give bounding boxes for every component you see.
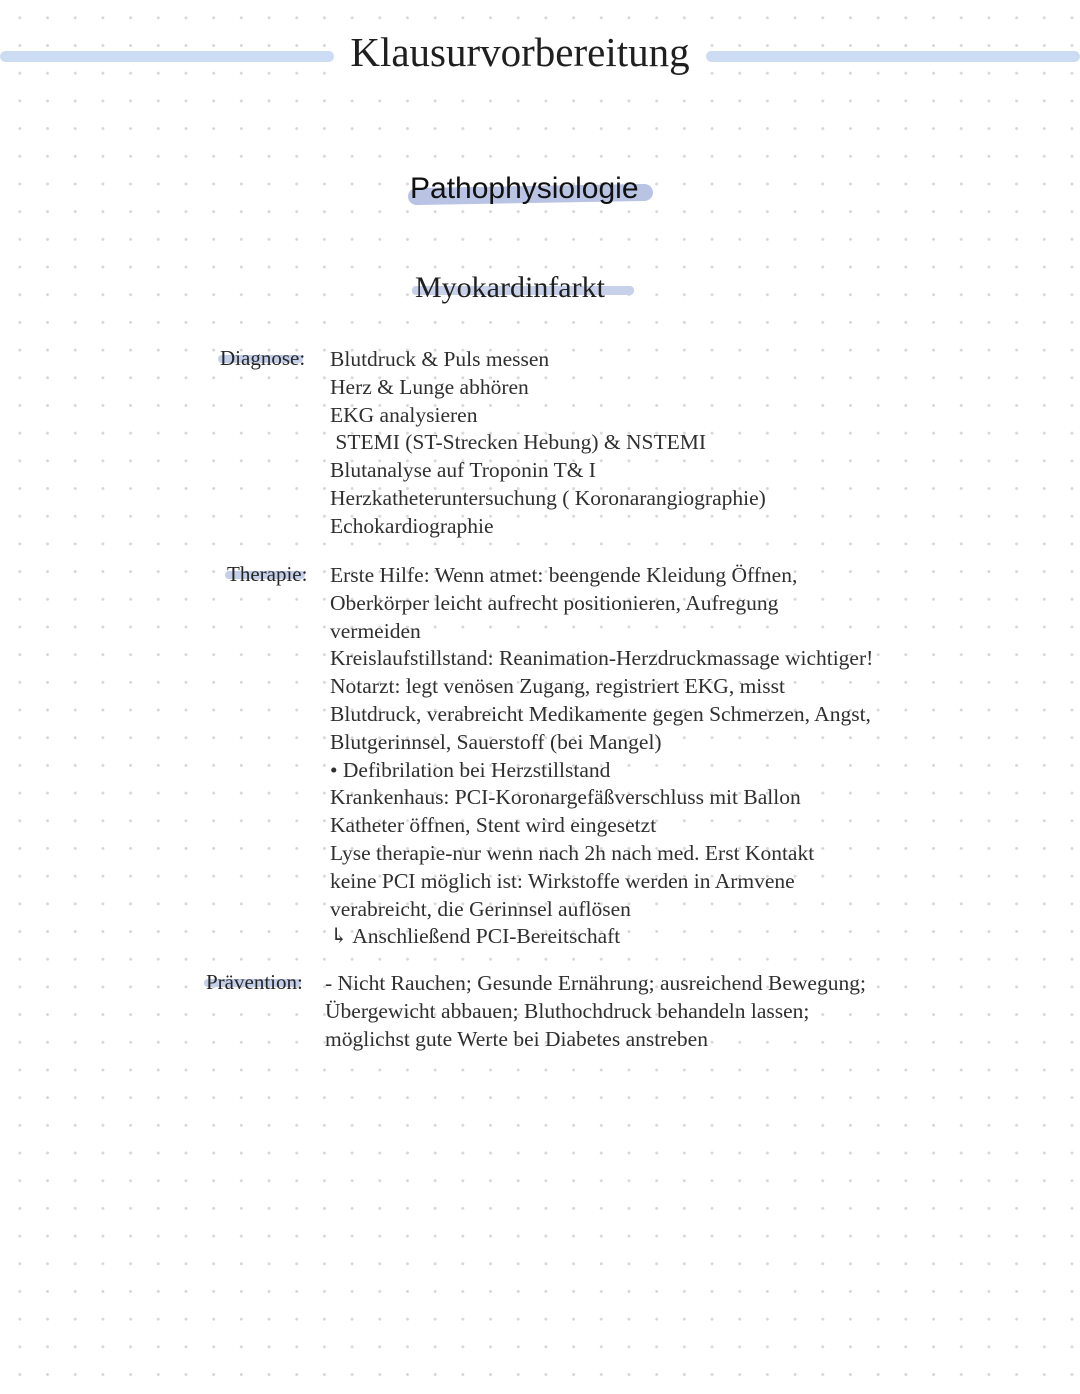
page-title: Klausurvorbereitung — [334, 22, 706, 82]
diagnose-line: Echokardiographie — [330, 513, 494, 538]
therapie-line: Blutgerinnsel, Sauerstoff (bei Mangel) — [330, 729, 662, 754]
therapie-lines — [330, 562, 873, 951]
praevention-line: Übergewicht abbauen; Bluthochdruck behandeln lassen; — [325, 998, 810, 1023]
therapie-line: vermeiden — [330, 618, 421, 643]
diagnose-line: Blutanalyse auf Troponin T& I — [330, 458, 596, 483]
diagnose-line: STEMI (ST-Strecken Hebung) & NSTEMI — [330, 430, 707, 455]
therapie-line: keine PCI möglich ist: Wirkstoffe werden in Armvene — [330, 868, 795, 893]
diagnose-line: Herzkatheteruntersuchung ( Koronarangiographie) — [330, 485, 766, 510]
topic-heading — [412, 268, 637, 310]
therapie-line: Blutdruck, verabreicht Medikamente gegen Schmerzen, Angst, — [330, 701, 871, 726]
topic-title: Myokardinfarkt — [415, 271, 605, 304]
therapie-line: Notarzt: legt venösen Zugang, registriert EKG, misst — [330, 674, 785, 699]
therapie-label-text: Therapie: — [227, 562, 308, 586]
therapie-line: Erste Hilfe: Wenn atmet: beengende Kleidung Öffnen, — [330, 563, 798, 587]
praevention-line: - Nicht Rauchen; Gesunde Ernährung; ausreichend Bewegung; — [325, 971, 866, 995]
therapie-line: Kreislaufstillstand: Reanimation-Herzdruckmassage wichtiger! — [330, 646, 874, 671]
praevention-lines — [325, 970, 866, 1053]
title-underline-right — [706, 51, 1080, 62]
therapie-line: ↳ Anschließend PCI-Bereitschaft — [330, 924, 621, 949]
diagnose-line: Blutdruck & Puls messen — [330, 347, 550, 371]
praevention-label-text: Prävention: — [206, 970, 303, 994]
therapie-line: Lyse therapie-nur wenn nach 2h nach med. Erst Kontakt — [330, 840, 815, 865]
subject-heading — [408, 168, 658, 212]
diagnose-label-text: Diagnose: — [220, 346, 306, 370]
praevention-line: möglichst gute Werte bei Diabetes anstreben — [325, 1026, 708, 1051]
diagnose-label — [220, 344, 305, 372]
therapie-line: Oberkörper leicht aufrecht positionieren, Aufregung — [330, 590, 779, 615]
diagnose-lines — [330, 346, 766, 541]
therapie-line: verabreicht, die Gerinnsel auflösen — [330, 896, 631, 921]
therapie-line: • Defibrilation bei Herzstillstand — [330, 757, 611, 782]
therapie-line: Krankenhaus: PCI-Koronargefäßverschluss mit Ballon — [330, 785, 801, 810]
subject-title: Pathophysiologie — [410, 172, 639, 205]
therapie-line: Katheter öffnen, Stent wird eingesetzt — [330, 813, 657, 838]
title-underline-left — [0, 51, 334, 62]
diagnose-line: EKG analysieren — [330, 402, 478, 427]
praevention-label — [206, 968, 303, 996]
therapie-label — [227, 560, 307, 588]
diagnose-line: Herz & Lunge abhören — [330, 374, 529, 399]
